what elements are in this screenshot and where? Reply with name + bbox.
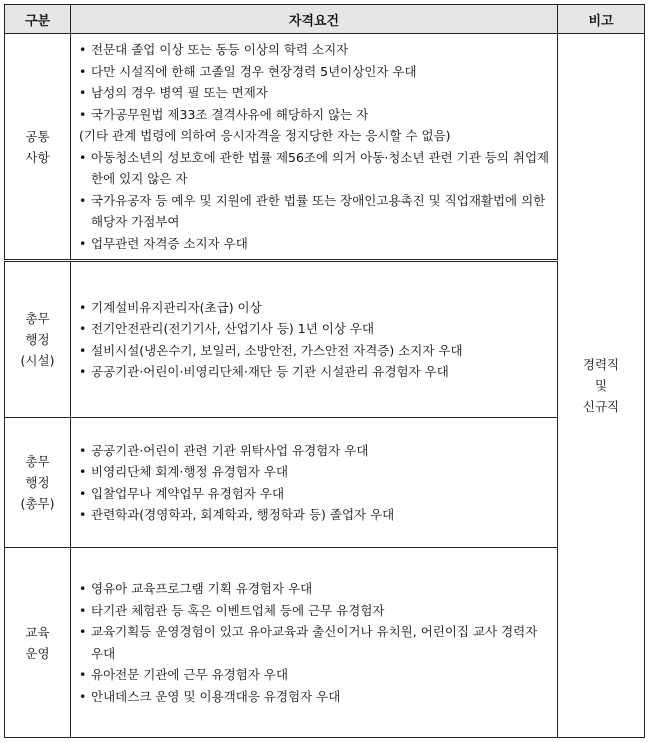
list-item: • 타기관 체험관 등 혹은 이벤트업체 등에 근무 유경험자 [79,600,551,622]
table-header-row [5,5,645,34]
requirements-table [4,4,645,738]
list-item: • 아동청소년의 성보호에 관한 법률 제56조에 의거 아동·청소년 관련 기관 등의 취업제한에 있지 않은 자 [79,147,551,190]
list-item: • 안내데스크 운영 및 이용객대응 유경험자 우대 [79,686,551,708]
list-item: • 관련학과(경영학과, 회계학과, 행정학과 등) 졸업자 우대 [79,504,551,526]
category-line: 운영 [25,645,50,661]
list-item: • 기계설비유지관리자(초급) 이상 [79,297,551,319]
category-line: 총무 [25,311,50,326]
category-cell [5,418,71,548]
requirements-list [79,39,551,254]
list-item: • 설비시설(냉온수기, 보일러, 소방안전, 가스안전 자격증) 소지자 우대 [79,340,551,362]
category-line: (시설) [20,353,55,368]
remarks-line: 및 [594,378,608,393]
list-item: • 업무관련 자격증 소지자 우대 [79,233,551,255]
section-row-common [5,34,645,261]
category-line: 공통 [25,128,50,144]
requirements-list [79,440,551,526]
category-line: 행정 [25,475,50,490]
category-cell [5,261,71,418]
requirements-list [79,578,551,707]
list-item: • 다만 시설직에 한해 고졸일 경우 현장경력 5년이상인자 우대 [79,61,551,83]
requirements-cell [71,418,558,548]
list-item: • 전기안전관리(전기기사, 산업기사 등) 1년 이상 우대 [79,318,551,340]
list-item: • 영유아 교육프로그램 기획 유경험자 우대 [79,578,551,600]
list-item: • 공공기관·어린이·비영리단체·재단 등 기관 시설관리 유경험자 우대 [79,361,551,383]
list-item: • 입찰업무나 계약업무 유경험자 우대 [79,483,551,505]
list-item: • 교육기획등 운영경험이 있고 유아교육과 출신이거나 유치원, 어린이집 교사 경력자 우대 [79,621,551,664]
remarks-line: 경력직 [582,357,620,372]
section-row-admin-facility [5,261,645,418]
category-line: 총무 [25,454,50,469]
requirements-cell [71,548,558,738]
category-line: (총무) [20,496,55,511]
section-row-education [5,548,645,738]
list-item-note: (기타 관계 법령에 의하여 응시자격을 정지당한 자는 응시할 수 없음) [79,128,451,143]
category-line: 사항 [25,149,50,165]
section-row-admin-general [5,418,645,548]
category-line: 행정 [25,332,50,347]
list-item: • 남성의 경우 병역 필 또는 면제자 [79,82,551,104]
list-item: • 유아전문 기관에 근무 유경험자 우대 [79,664,551,686]
requirements-cell [71,261,558,418]
requirements-list [79,297,551,383]
remarks-cell [558,34,645,738]
list-item: • 국가공무원법 제33조 결격사유에 해당하지 않는 자 [79,104,551,126]
list-item: • 공공기관·어린이 관련 기관 위탁사업 유경험자 우대 [79,440,551,462]
list-item: • 국가유공자 등 예우 및 지원에 관한 법률 또는 장애인고용촉진 및 직업재활법에 의한 해당자 가점부여 [79,190,551,233]
requirements-cell [71,34,558,261]
category-line: 교육 [25,624,50,640]
category-cell [5,548,71,738]
list-item: • 비영리단체 회계·행정 유경험자 우대 [79,461,551,483]
remarks-line: 신규직 [582,399,620,414]
header-category: 구분 [5,5,71,34]
list-item: • 전문대 졸업 이상 또는 동등 이상의 학력 소지자 [79,39,551,61]
header-requirements: 자격요건 [71,5,558,34]
category-cell [5,34,71,261]
header-remarks: 비고 [558,5,645,34]
